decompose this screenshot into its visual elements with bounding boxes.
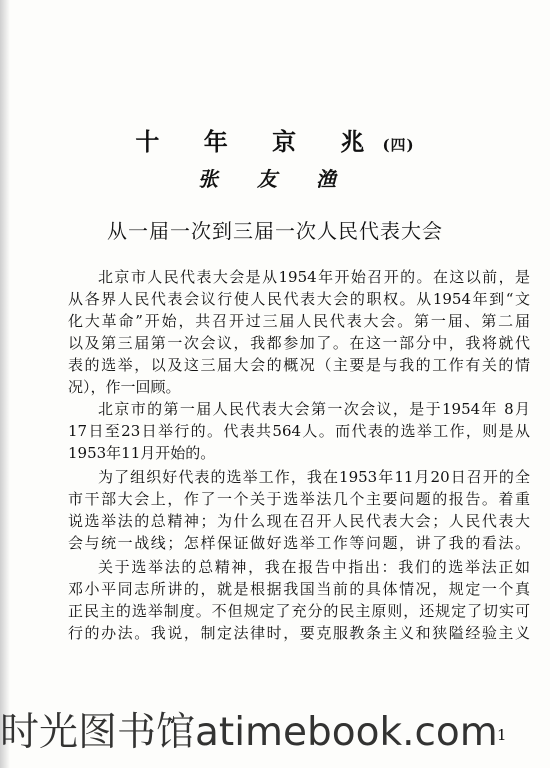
article-title <box>0 122 550 157</box>
section-heading: 从一届一次到三届一次人民代表大会 <box>107 219 443 243</box>
article-body <box>68 266 530 644</box>
body-line: 表的选举，以及这三届大会的概况（主要是与我的工作有关的情 <box>68 356 530 374</box>
body-line: 市干部大会上，作了一个关于选举法几个主要问题的报告。着重 <box>68 490 530 508</box>
page-edge-shadow <box>0 0 10 768</box>
body-line: 行的办法。我说，制定法律时，要克服教条主义和狭隘经验主义 <box>68 624 530 642</box>
body-line: 北京市人民代表大会是从1954年开始召开的。在这以前，是 <box>98 268 530 286</box>
article-title-part: (四) <box>382 136 415 154</box>
watermark-text: 时光图书馆atimebook.com <box>0 710 498 755</box>
article-title-main: 十 年 京 兆 <box>135 127 383 156</box>
body-line: 17日至23日举行的。代表共564人。而代表的选举工作，则是从 <box>68 422 530 440</box>
body-line: 以及第三届第一次会议，我都参加了。在这一部分中，我将就代 <box>68 334 530 352</box>
body-line: 说选举法的总精神；为什么现在召开人民代表大会；人民代表大 <box>68 512 530 530</box>
body-line: 关于选举法的总精神，我在报告中指出：我们的选举法正如 <box>98 558 530 576</box>
body-line: 为了组织好代表的选举工作，我在1953年11月20日召开的全 <box>98 468 530 486</box>
page-number: 1 <box>497 726 507 744</box>
article-author: 张 友 渔 <box>198 167 352 191</box>
body-line: 化大革命”开始，共召开过三届人民代表大会。第一届、第二届 <box>68 312 530 330</box>
body-line: 北京市的第一届人民代表大会第一次会议，是于1954年 8月 <box>98 400 530 418</box>
body-line: 1953年11月开始的。 <box>68 444 216 462</box>
body-line: 况），作一回顾。 <box>68 378 181 396</box>
body-line: 正民主的选举制度。不但规定了充分的民主原则，还规定了切实可 <box>68 602 530 620</box>
body-line: 会与统一战线；怎样保证做好选举工作等问题，讲了我的看法。 <box>68 534 530 552</box>
body-line: 邓小平同志所讲的，就是根据我国当前的具体情况，规定一个真 <box>68 580 530 598</box>
body-line: 从各界人民代表会议行使人民代表大会的职权。从1954年到“文 <box>68 290 530 308</box>
